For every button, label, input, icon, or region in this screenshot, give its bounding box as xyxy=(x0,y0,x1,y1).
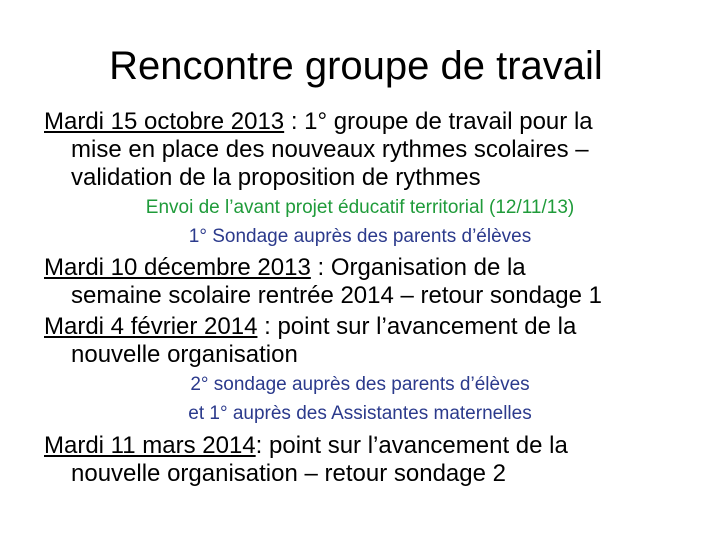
meeting-date: Mardi 15 octobre 2013 xyxy=(44,108,285,135)
meeting-item-2 xyxy=(44,254,704,310)
meeting-item-3-line-1 xyxy=(44,313,704,341)
note-sondage-2-line-2: et 1° auprès des Assistantes maternelles xyxy=(188,403,532,424)
meeting-item-1-line-1 xyxy=(44,108,704,136)
meeting-item-1-line-2: mise en place des nouveaux rythmes scolaires – xyxy=(71,136,589,163)
meeting-item-3 xyxy=(44,313,704,369)
meeting-description: point sur l’avancement de la xyxy=(277,313,577,340)
meeting-description: 1° groupe de travail pour la xyxy=(304,108,593,135)
meeting-item-4 xyxy=(44,432,704,488)
meeting-item-1-line-3: validation de la proposition de rythmes xyxy=(71,164,481,191)
meeting-item-2-line-1 xyxy=(44,254,704,282)
meeting-description: point sur l’avancement de la xyxy=(269,432,568,459)
meeting-date: Mardi 4 février 2014 xyxy=(44,313,258,340)
note-sondage-2-line-1: 2° sondage auprès des parents d’élèves xyxy=(190,374,530,395)
separator: : xyxy=(310,254,331,281)
meeting-item-2-line-2: semaine scolaire rentrée 2014 – retour sondage 1 xyxy=(71,282,602,309)
separator: : xyxy=(257,313,278,340)
note-sondage-1: 1° Sondage auprès des parents d’élèves xyxy=(188,226,532,247)
note-envoi: Envoi de l’avant projet éducatif territorial (12/11/13) xyxy=(145,197,575,218)
separator: : xyxy=(284,108,305,135)
meeting-date: Mardi 11 mars 2014 xyxy=(44,432,256,459)
meeting-item-4-line-1 xyxy=(44,432,704,460)
slide-title: Rencontre groupe de travail xyxy=(109,44,603,88)
meeting-item-4-line-2: nouvelle organisation – retour sondage 2 xyxy=(71,460,506,487)
meeting-item-1 xyxy=(44,108,704,192)
separator: : xyxy=(255,432,269,459)
meeting-item-3-line-2: nouvelle organisation xyxy=(71,341,298,368)
meeting-date: Mardi 10 décembre 2013 xyxy=(44,254,311,281)
meeting-description: Organisation de la xyxy=(330,254,526,281)
